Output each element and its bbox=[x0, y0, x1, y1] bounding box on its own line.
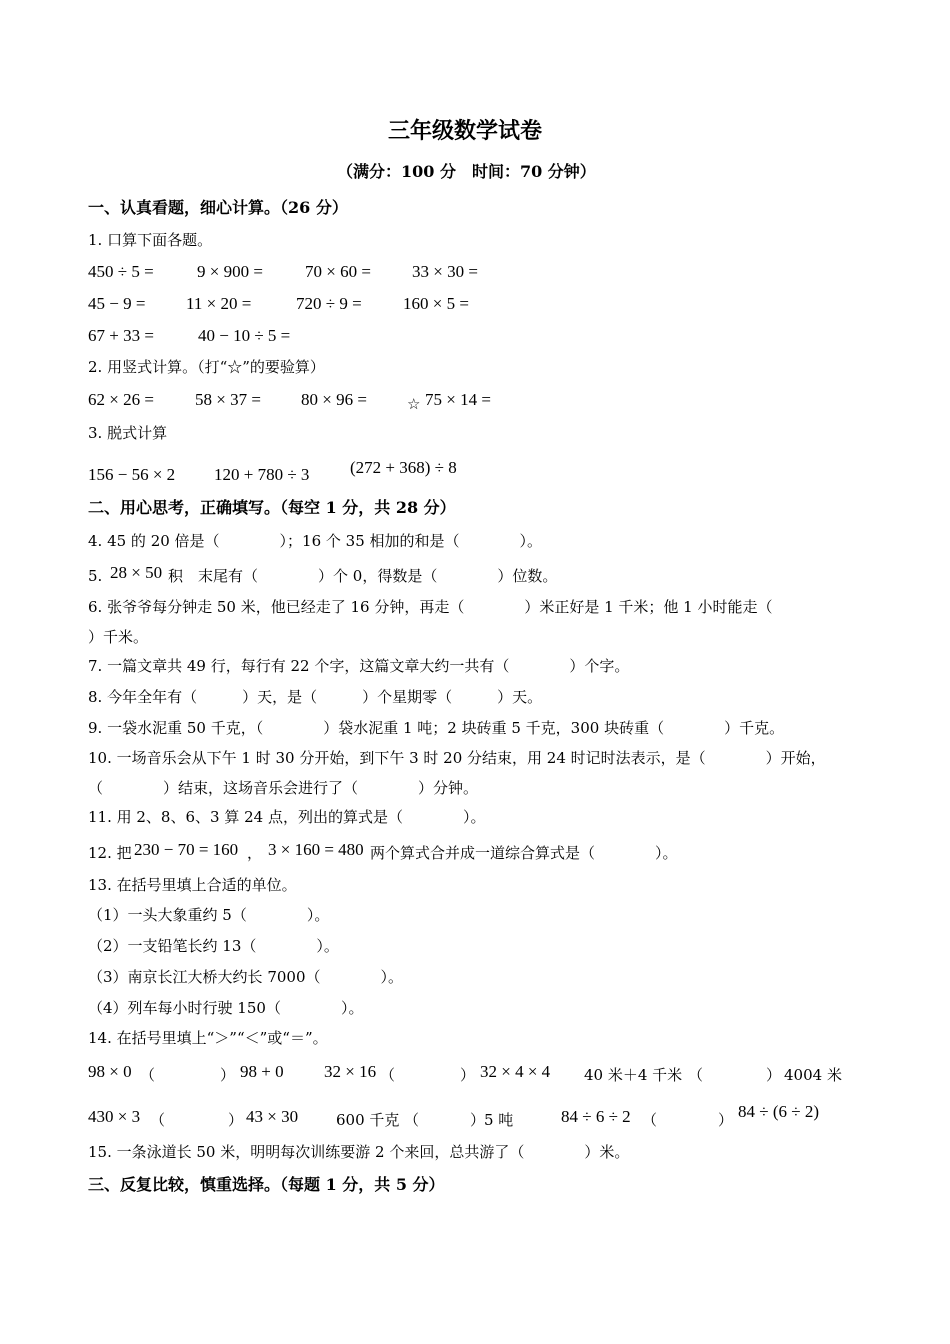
q1-item: 9 × 900 = bbox=[197, 262, 263, 281]
q1-item: 11 × 20 = bbox=[186, 294, 252, 313]
q12-suffix: 两个算式合并成一道综合算式是（ ）。 bbox=[370, 844, 678, 862]
q13-item: （1）一头大象重约 5（ ）。 bbox=[88, 906, 330, 924]
q12-expression-1: 230 − 70 = 160 bbox=[134, 840, 239, 859]
q3-item: (272 + 368) ÷ 8 bbox=[350, 458, 457, 477]
q2-label: 2. 用竖式计算。（打“☆”的要验算） bbox=[88, 358, 325, 376]
q10-line-2: （ ）结束，这场音乐会进行了（ ）分钟。 bbox=[88, 779, 479, 797]
q5-number: 5. bbox=[88, 567, 103, 585]
q14-expression: 43 × 30 bbox=[246, 1107, 299, 1126]
q8: 8. 今年全年有（ ）天，是（ ）个星期零（ ）天。 bbox=[88, 688, 543, 706]
q10-line-1: 10. 一场音乐会从下午 1 时 30 分开始，到下午 3 时 20 分结束，用 24 时记时法表示，是（ ）开始， bbox=[88, 749, 826, 767]
q6-line-2: ）千米。 bbox=[88, 628, 149, 646]
q6-line-1: 6. 张爷爷每分钟走 50 米，他已经走了 16 分钟，再走（ ）米正好是 1 千米；他 1 小时能走（ bbox=[88, 598, 773, 616]
q3-label: 3. 脱式计算 bbox=[88, 424, 168, 442]
q12-expression-2: 3 × 160 = 480 bbox=[268, 840, 364, 859]
q14-expression: 98 × 0 bbox=[88, 1062, 132, 1081]
q14-paren-close: ） bbox=[228, 1111, 244, 1129]
page-subtitle: （满分：100 分 时间：70 分钟） bbox=[337, 162, 596, 181]
star-icon: ☆ bbox=[407, 395, 421, 413]
section-3-heading: 三、反复比较，慎重选择。（每题 1 分，共 5 分） bbox=[88, 1175, 445, 1194]
q14-paren-close: ） bbox=[220, 1066, 236, 1084]
q14-paren-open: （ bbox=[140, 1066, 156, 1084]
section-1-heading: 一、认真看题，细心计算。（26 分） bbox=[88, 198, 348, 217]
q14-expression: 430 × 3 bbox=[88, 1107, 141, 1126]
q1-label: 1. 口算下面各题。 bbox=[88, 231, 213, 249]
q2-item: 62 × 26 = bbox=[88, 390, 154, 409]
q7: 7. 一篇文章共 49 行，每行有 22 个字，这篇文章大约一共有（ ）个字。 bbox=[88, 657, 630, 675]
q3-item: 156 − 56 × 2 bbox=[88, 465, 176, 484]
q12-comma: ， bbox=[247, 844, 263, 862]
q9: 9. 一袋水泥重 50 千克，（ ）袋水泥重 1 吨；2 块砖重 5 千克，300 块砖重（ ）千克。 bbox=[88, 719, 785, 737]
q15: 15. 一条泳道长 50 米，明明每次训练要游 2 个来回，总共游了（ ）米。 bbox=[88, 1143, 630, 1161]
q14-paren-close: ） bbox=[718, 1111, 734, 1129]
q1-item: 160 × 5 = bbox=[403, 294, 469, 313]
q14-paren-open: （ bbox=[404, 1111, 420, 1129]
q1-item: 67 + 33 = bbox=[88, 326, 154, 345]
q5-expression: 28 × 50 bbox=[110, 563, 163, 582]
q1-item: 70 × 60 = bbox=[305, 262, 371, 281]
q13-item: （2）一支铅笔长约 13（ ）。 bbox=[88, 937, 339, 955]
q14-paren-close: ） bbox=[766, 1066, 782, 1084]
q1-item: 45 − 9 = bbox=[88, 294, 146, 313]
q1-item: 40 − 10 ÷ 5 = bbox=[198, 326, 291, 345]
q14-paren-close: ） bbox=[460, 1066, 476, 1084]
q1-item: 720 ÷ 9 = bbox=[296, 294, 362, 313]
q14-paren-open: （ bbox=[380, 1066, 396, 1084]
q12-prefix: 12. 把 bbox=[88, 844, 132, 862]
q14-paren-open: （ bbox=[688, 1066, 704, 1084]
q1-item: 450 ÷ 5 = bbox=[88, 262, 154, 281]
q13-item: （4）列车每小时行驶 150（ ）。 bbox=[88, 999, 364, 1017]
page-title: 三年级数学试卷 bbox=[388, 118, 543, 144]
q14-expression: 600 千克 bbox=[336, 1111, 400, 1129]
q14-paren-close: ） bbox=[470, 1111, 486, 1129]
q14-expression: 5 吨 bbox=[484, 1111, 514, 1129]
q13-item: （3）南京长江大桥大约长 7000（ ）。 bbox=[88, 968, 403, 986]
q14-expression: 32 × 4 × 4 bbox=[480, 1062, 551, 1081]
q5-text: 积 末尾有（ ）个 0，得数是（ ）位数。 bbox=[168, 567, 558, 585]
q14-paren-open: （ bbox=[642, 1111, 658, 1129]
q13: 13. 在括号里填上合适的单位。 bbox=[88, 876, 297, 894]
q14-paren-open: （ bbox=[150, 1111, 166, 1129]
q14-expression: 84 ÷ (6 ÷ 2) bbox=[738, 1102, 819, 1121]
q14-expression: 40 米＋4 千米 bbox=[584, 1066, 683, 1084]
q2-item: 80 × 96 = bbox=[301, 390, 367, 409]
q2-item: 75 × 14 = bbox=[425, 390, 491, 409]
q14: 14. 在括号里填上“＞”“＜”或“＝”。 bbox=[88, 1029, 328, 1047]
q14-expression: 32 × 16 bbox=[324, 1062, 377, 1081]
q14-expression: 84 ÷ 6 ÷ 2 bbox=[561, 1107, 631, 1126]
q14-expression: 4004 米 bbox=[784, 1066, 842, 1084]
q4: 4. 45 的 20 倍是（ ）；16 个 35 相加的和是（ ）。 bbox=[88, 532, 543, 550]
q3-item: 120 + 780 ÷ 3 bbox=[214, 465, 310, 484]
section-2-heading: 二、用心思考，正确填写。（每空 1 分，共 28 分） bbox=[88, 498, 456, 517]
q2-item: 58 × 37 = bbox=[195, 390, 261, 409]
q1-item: 33 × 30 = bbox=[412, 262, 478, 281]
q14-expression: 98 + 0 bbox=[240, 1062, 284, 1081]
q11: 11. 用 2、8、6、3 算 24 点，列出的算式是（ ）。 bbox=[88, 808, 486, 826]
